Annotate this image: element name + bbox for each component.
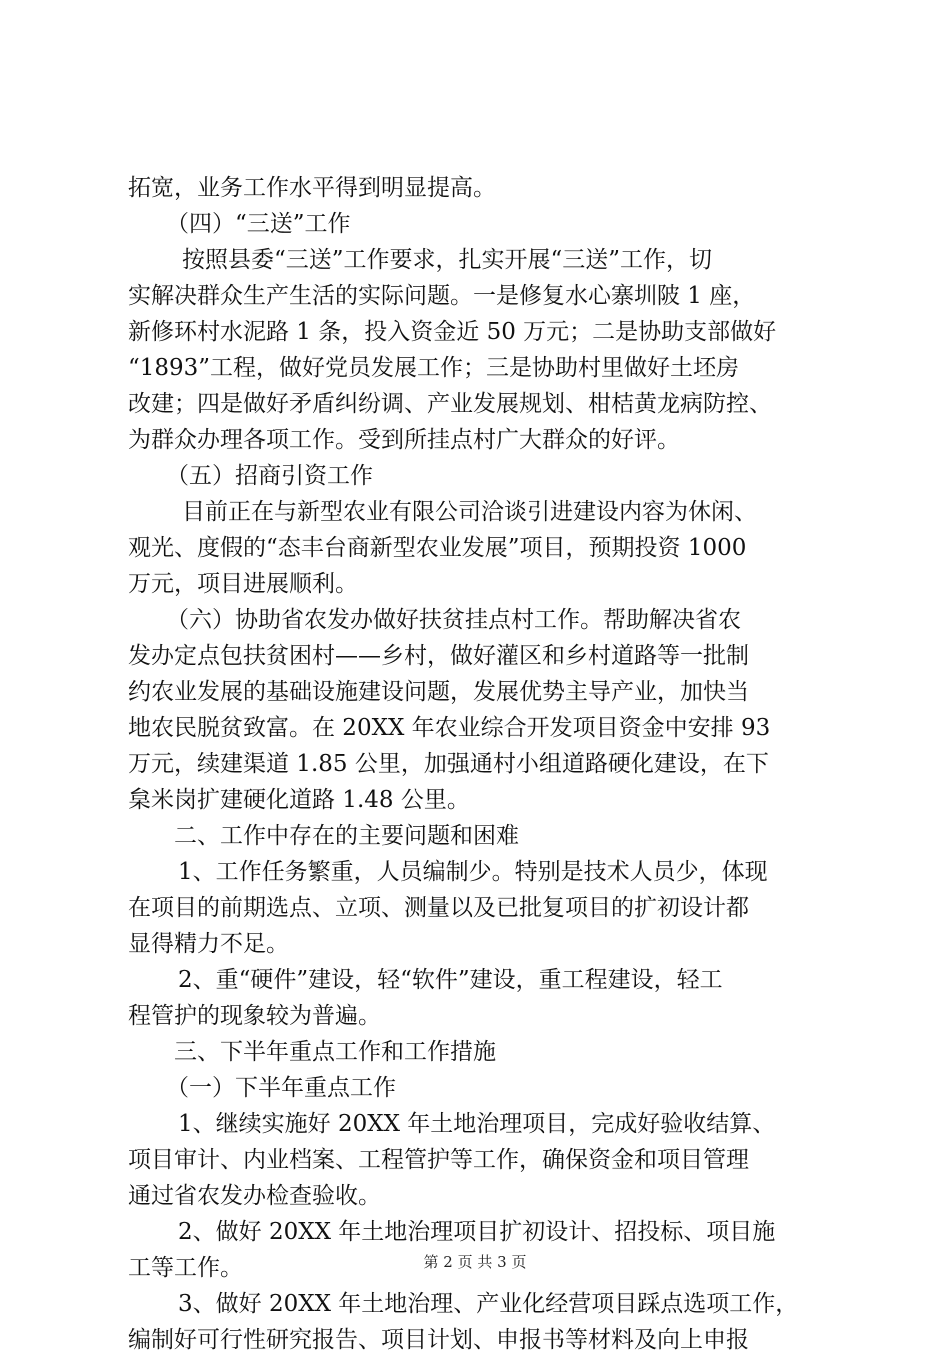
text-line: 改建；四是做好矛盾纠纷调、产业发展规划、柑桔黄龙病防控、 <box>128 391 772 417</box>
text-line: （五）招商引资工作 <box>166 463 373 489</box>
text-line: 2、重“硬件”建设，轻“软件”建设，重工程建设，轻工 <box>178 967 723 993</box>
text-line: 为群众办理各项工作。受到所挂点村广大群众的好评。 <box>128 427 680 453</box>
text-line: 地农民脱贫致富。在 20XX 年农业综合开发项目资金中安排 93 <box>128 715 771 741</box>
text-line: 按照县委“三送”工作要求，扎实开展“三送”工作，切 <box>182 247 713 273</box>
text-line: 程管护的现象较为普遍。 <box>128 1003 381 1029</box>
text-line: 发办定点包扶贫困村——乡村，做好灌区和乡村道路等一批制 <box>128 643 749 669</box>
text-line: （一）下半年重点工作 <box>166 1075 396 1101</box>
text-line: 万元，续建渠道 1.85 公里，加强通村小组道路硬化建设，在下 <box>128 751 769 777</box>
text-line: 枲米岗扩建硬化道路 1.48 公里。 <box>128 787 470 813</box>
text-line: 1、继续实施好 20XX 年土地治理项目，完成好验收结算、 <box>178 1111 776 1137</box>
page-footer: 第 2 页 共 3 页 <box>423 1253 527 1271</box>
text-line: “1893”工程，做好党员发展工作；三是协助村里做好土坯房 <box>128 355 740 381</box>
text-line: 在项目的前期选点、立项、测量以及已批复项目的扩初设计都 <box>128 895 749 921</box>
text-line: （六）协助省农发办做好扶贫挂点村工作。帮助解决省农 <box>166 607 741 633</box>
text-line: 1、工作任务繁重，人员编制少。特别是技术人员少，体现 <box>178 859 768 885</box>
text-line: 新修环村水泥路 1 条，投入资金近 50 万元；二是协助支部做好 <box>128 319 777 345</box>
text-line: 三、下半年重点工作和工作措施 <box>174 1039 496 1065</box>
text-line: 约农业发展的基础设施建设问题，发展优势主导产业，加快当 <box>128 679 749 705</box>
text-line: 拓宽，业务工作水平得到明显提高。 <box>128 175 496 201</box>
text-line: 项目审计、内业档案、工程管护等工作，确保资金和项目管理 <box>128 1147 749 1173</box>
text-line: 万元，项目进展顺利。 <box>128 571 358 597</box>
text-line: 通过省农发办检查验收。 <box>128 1183 381 1209</box>
document-body <box>128 170 838 1358</box>
text-line: （四）“三送”工作 <box>166 211 351 237</box>
text-line: 实解决群众生产生活的实际问题。一是修复水心寨圳陂 1 座， <box>128 283 756 309</box>
text-line: 观光、度假的“态丰台商新型农业发展”项目，预期投资 1000 <box>128 535 747 561</box>
text-line: 显得精力不足。 <box>128 931 289 957</box>
text-line: 编制好可行性研究报告、项目计划、申报书等材料及向上申报 <box>128 1327 749 1353</box>
text-line: 3、做好 20XX 年土地治理、产业化经营项目踩点选项工作， <box>178 1291 799 1317</box>
text-line: 工等工作。 <box>128 1255 243 1281</box>
text-line: 目前正在与新型农业有限公司洽谈引进建设内容为休闲、 <box>182 499 757 525</box>
text-line: 二、工作中存在的主要问题和困难 <box>174 823 519 849</box>
text-line: 2、做好 20XX 年土地治理项目扩初设计、招投标、项目施 <box>178 1219 776 1245</box>
